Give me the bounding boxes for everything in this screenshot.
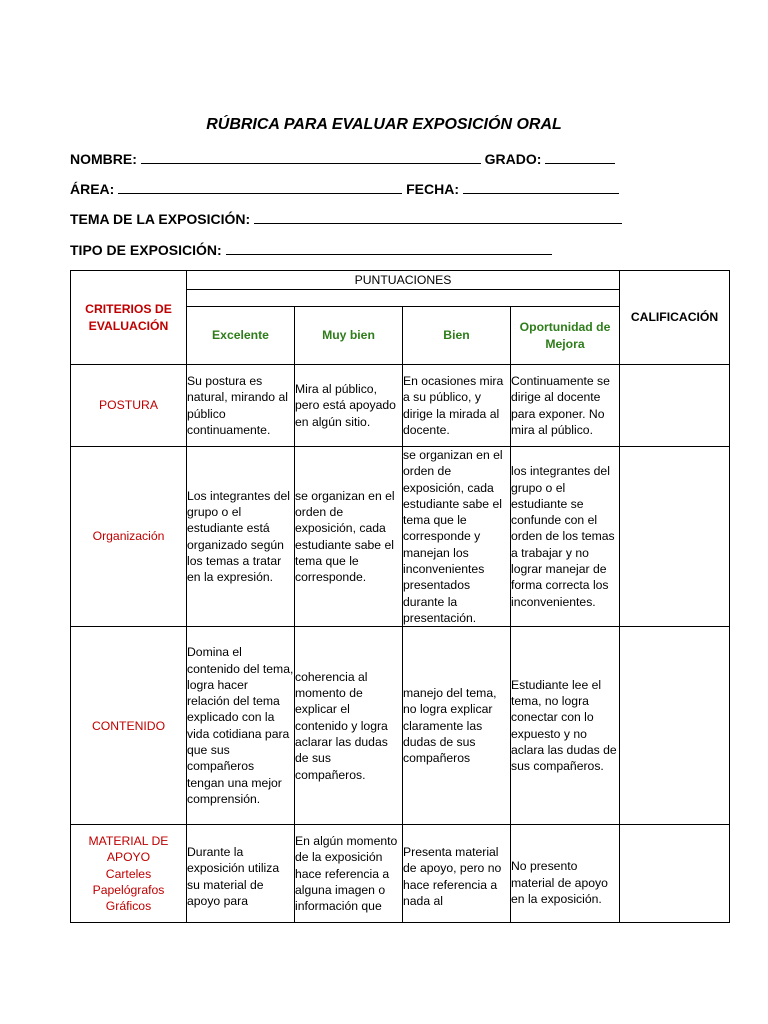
level-oportunidad: Oportunidad de Mejora — [511, 307, 620, 365]
cell-excelente: Domina el contenido del tema, logra hacer relación del tema explicado con la vida cotidiana para que sus compañeros tengan una mejor comprensión. — [187, 627, 295, 825]
area-label: ÁREA: — [70, 181, 115, 197]
criterion-contenido: CONTENIDO — [71, 627, 187, 825]
cell-bien: manejo del tema, no logra explicar claramente las dudas de sus compañeros — [403, 627, 511, 825]
level-bien: Bien — [403, 307, 511, 365]
criterion-material-papelografos: Papelógrafos — [92, 882, 165, 897]
calificacion-header: CALIFICACIÓN — [620, 271, 730, 365]
level-excelente: Excelente — [187, 307, 295, 365]
criterion-postura: POSTURA — [71, 365, 187, 447]
nombre-label: NOMBRE: — [70, 151, 137, 167]
cell-calificacion[interactable] — [620, 365, 730, 447]
nombre-grado-line — [70, 150, 615, 167]
cell-muy-bien: coherencia al momento de explicar el contenido y logra aclarar las dudas de sus compañeros. — [295, 627, 403, 825]
cell-muy-bien: se organizan en el orden de exposición, cada estudiante sabe el tema que le corresponde. — [295, 447, 403, 627]
cell-oportunidad: Estudiante lee el tema, no logra conectar con lo expuesto y no aclara las dudas de sus compañeros. — [511, 627, 620, 825]
header-row-puntuaciones — [71, 271, 730, 290]
tipo-blank[interactable] — [226, 241, 552, 255]
tipo-label: TIPO DE EXPOSICIÓN: — [70, 242, 222, 258]
document-title: RÚBRICA PARA EVALUAR EXPOSICIÓN ORAL — [206, 116, 562, 133]
cell-excelente: Durante la exposición utiliza su material de apoyo para — [187, 825, 295, 923]
cell-excelente: Los integrantes del grupo o el estudiante está organizado según los temas a tratar en la expresión. — [187, 447, 295, 627]
criterion-material-carteles: Carteles — [105, 866, 152, 881]
cell-oportunidad: Continuamente se dirige al docente para exponer. No mira al público. — [511, 365, 620, 447]
criterion-organizacion: Organización — [71, 447, 187, 627]
cell-calificacion[interactable] — [620, 447, 730, 627]
grado-blank[interactable] — [545, 150, 615, 164]
table-row — [71, 365, 730, 447]
level-muy-bien: Muy bien — [295, 307, 403, 365]
area-fecha-line — [70, 180, 619, 197]
rubric-table — [70, 270, 730, 923]
tema-blank[interactable] — [254, 210, 622, 224]
cell-bien: se organizan en el orden de exposición, cada estudiante sabe el tema que le corresponde y manejan los inconvenientes presentados durante la presentación. — [403, 447, 511, 627]
tema-line — [70, 210, 622, 227]
cell-excelente: Su postura es natural, mirando al público continuamente. — [187, 365, 295, 447]
table-row — [71, 627, 730, 825]
cell-oportunidad: los integrantes del grupo o el estudiante se confunde con el orden de los temas a trabajar y no lograr manejar de forma correcta los inconvenientes. — [511, 447, 620, 627]
cell-oportunidad: No presento material de apoyo en la exposición. — [511, 825, 620, 923]
criterion-material-label: MATERIAL DE APOYO — [88, 834, 169, 865]
cell-calificacion[interactable] — [620, 627, 730, 825]
cell-calificacion[interactable] — [620, 825, 730, 923]
nombre-blank[interactable] — [141, 150, 481, 164]
empty-header-cell — [187, 290, 620, 307]
fecha-label: FECHA: — [406, 181, 460, 197]
fecha-blank[interactable] — [463, 180, 619, 194]
area-blank[interactable] — [118, 180, 402, 194]
tipo-line — [70, 241, 552, 258]
criterion-material-graficos: Gráficos — [105, 899, 152, 914]
criterion-material — [71, 825, 187, 923]
cell-bien: Presenta material de apoyo, pero no hace referencia a nada al — [403, 825, 511, 923]
criterios-header: CRITERIOS DE EVALUACIÓN — [71, 271, 187, 365]
table-row — [71, 825, 730, 923]
grado-label: GRADO: — [484, 151, 542, 167]
cell-bien: En ocasiones mira a su público, y dirige la mirada al docente. — [403, 365, 511, 447]
tema-label: TEMA DE LA EXPOSICIÓN: — [70, 211, 251, 227]
table-row — [71, 447, 730, 627]
puntuaciones-header: PUNTUACIONES — [187, 271, 620, 290]
cell-muy-bien: Mira al público, pero está apoyado en algún sitio. — [295, 365, 403, 447]
cell-muy-bien: En algún momento de la exposición hace referencia a alguna imagen o información que — [295, 825, 403, 923]
